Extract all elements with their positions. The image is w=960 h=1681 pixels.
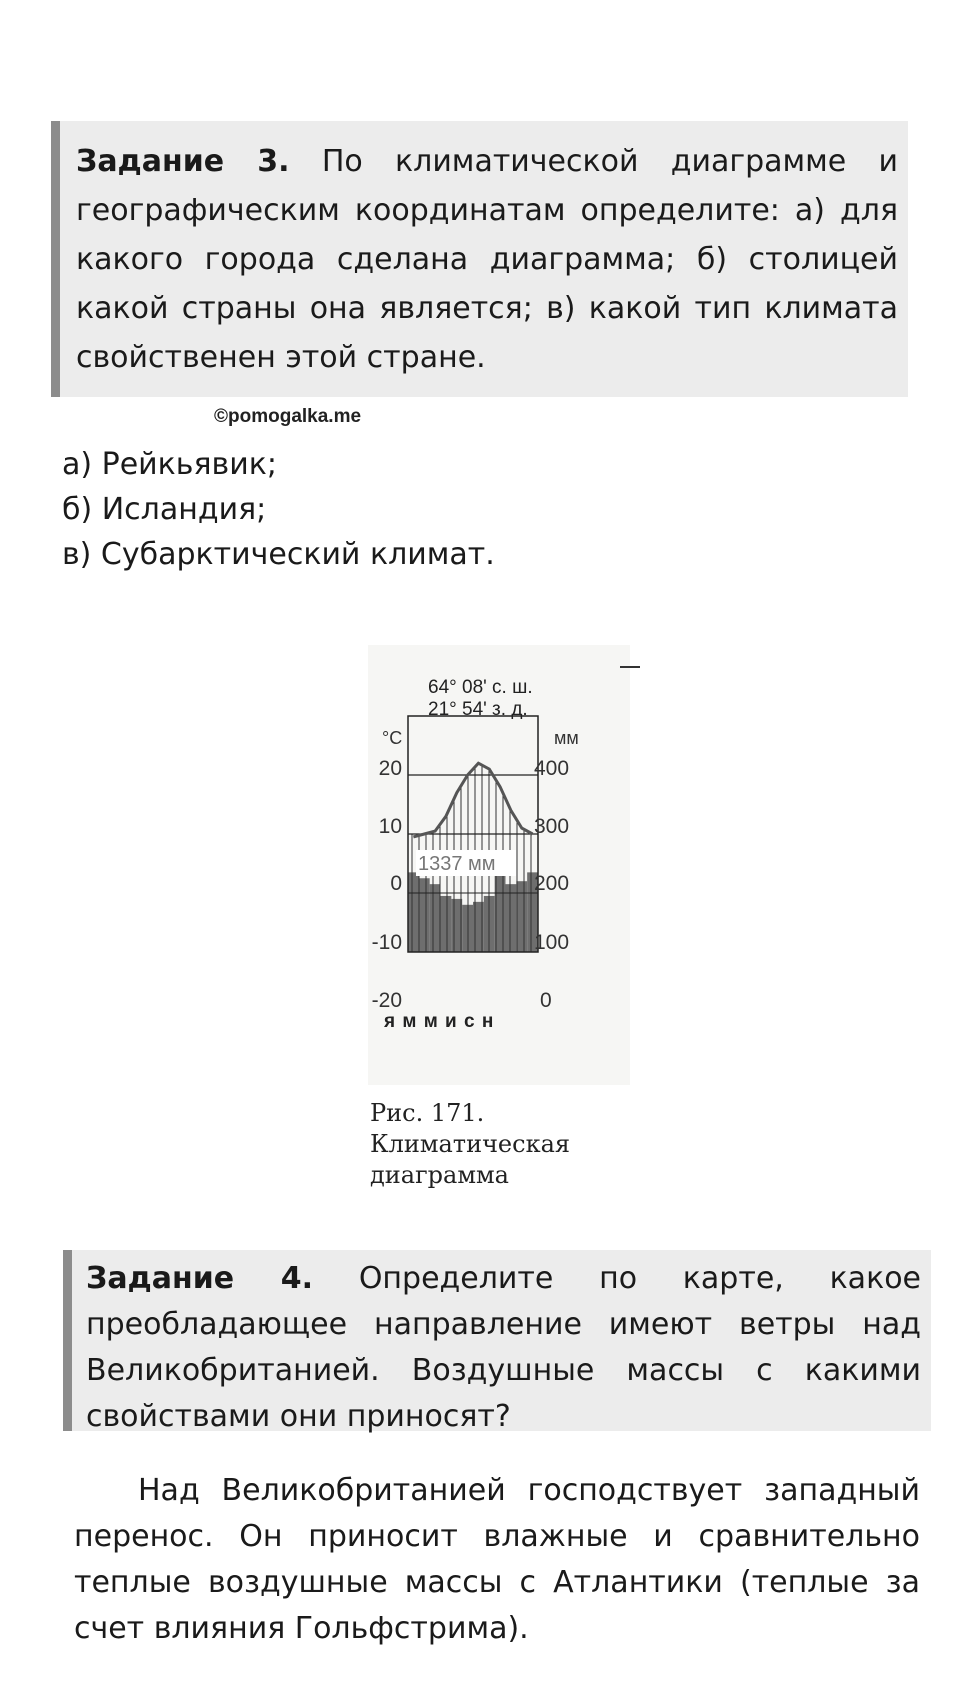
figure-caption: Рис. 171. Климатическая диаграмма <box>370 1099 571 1189</box>
climate-diagram <box>360 645 640 1105</box>
precip-bar <box>516 881 527 952</box>
watermark: ©pomogalka.me <box>214 406 362 427</box>
answer-a: а) Рейкьявик; <box>62 447 277 482</box>
precip-bar <box>506 884 517 952</box>
precip-bar <box>408 872 419 952</box>
left-tick-minus-20: -20 <box>371 989 402 1012</box>
precip-bar <box>430 884 441 952</box>
task-3-heading: Задание 3. <box>76 144 290 179</box>
left-tick-10: 10 <box>378 815 402 838</box>
task-3-box <box>51 121 908 397</box>
task-4-answer: Над Великобританией господствует западный перенос. Он приносит влажные и сравнительно теплые воздушные массы с Атлантики (теплые за счет влияния Гольфстрима). <box>74 1473 920 1646</box>
task-4-text: Определите по карте, какое преобладающее направление имеют ветры над Великобританией. Воздушные массы с какими свойствами они приносят? <box>86 1261 922 1434</box>
longitude-label: 21° 54' з. д. <box>428 699 528 720</box>
left-tick-20: 20 <box>378 757 402 780</box>
answer-b: б) Исландия; <box>62 492 267 527</box>
answer-c: в) Субарктический климат. <box>62 537 495 572</box>
left-axis-unit: °C <box>382 728 403 748</box>
climate-diagram-figure <box>360 645 640 1215</box>
task-4-box <box>63 1250 931 1434</box>
left-tick-minus-10: -10 <box>371 931 402 954</box>
annual-precip-label: 1337 мм <box>418 853 496 875</box>
right-tick-300: 300 <box>534 815 570 838</box>
right-tick-200: 200 <box>534 872 570 895</box>
precip-bar <box>419 878 430 952</box>
right-tick-100: 100 <box>534 931 570 954</box>
right-tick-0: 0 <box>540 989 552 1012</box>
right-axis-unit: мм <box>554 728 579 748</box>
task-4-heading: Задание 4. <box>86 1261 314 1296</box>
precip-bar <box>441 896 452 952</box>
month-labels: я м м и с н <box>384 1011 495 1032</box>
task-3-text: По климатической диаграмме и географическим координатам определите: а) для какого города сделана диаграмма; б) столицей какой страны она является; в) какой тип климата свойственен этой стране. <box>76 144 898 375</box>
task-3-answers <box>62 442 495 577</box>
right-tick-400: 400 <box>534 757 570 780</box>
left-tick-0: 0 <box>390 872 402 895</box>
latitude-label: 64° 08' с. ш. <box>428 677 533 698</box>
